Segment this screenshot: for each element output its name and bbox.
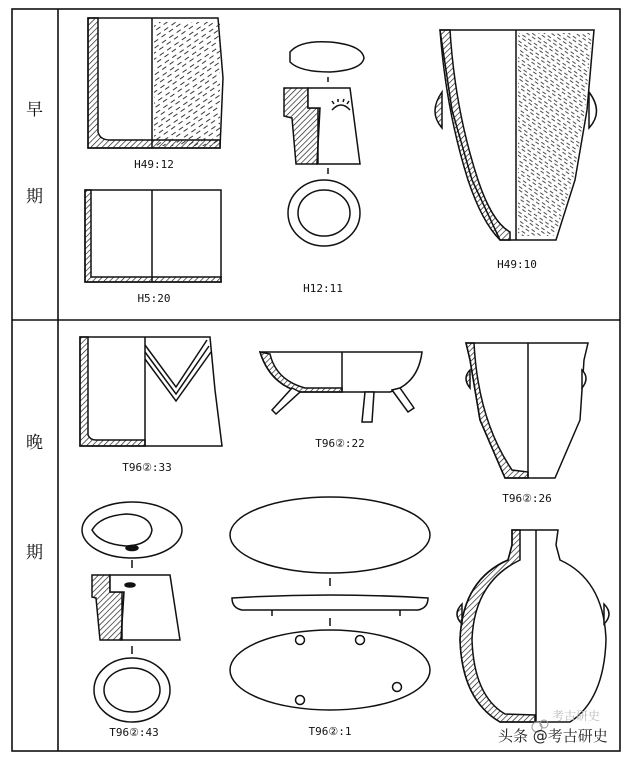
lid-h12-11 (284, 42, 364, 246)
specimen-label-h5-20: H5:20 (137, 292, 171, 305)
watermark-text: 头条 @考古研史 (498, 727, 608, 745)
vessel-h49-12 (88, 18, 223, 148)
vessel-t96-33 (80, 337, 222, 446)
specimen-label-h12-11: H12:11 (303, 282, 343, 295)
period-early-char-1: 早 (26, 100, 43, 120)
tray-t96-1 (230, 497, 430, 710)
specimen-label-t96-22: T96②:22 (315, 437, 365, 450)
tripod-t96-22 (260, 352, 422, 422)
watermark-faint-text: 考古研史 (552, 709, 601, 723)
lid-t96-43 (82, 502, 182, 722)
period-late-char-2: 期 (26, 543, 43, 563)
specimen-label-h49-10: H49:10 (497, 258, 537, 271)
specimen-label-h49-12: H49:12 (134, 158, 174, 171)
specimen-label-t96-33: T96②:33 (122, 461, 172, 474)
period-late-char-1: 晚 (26, 433, 43, 453)
jar-h49-10 (435, 30, 597, 240)
specimen-label-t96-43: T96②:43 (109, 726, 159, 739)
jar-t96-26 (466, 343, 588, 478)
vessel-h5-20 (85, 190, 221, 282)
period-early-char-2: 期 (26, 187, 43, 207)
specimen-label-t96-1: T96②:1 (308, 725, 352, 738)
flask-vessel (457, 530, 609, 722)
specimen-label-t96-26: T96②:26 (502, 492, 552, 505)
